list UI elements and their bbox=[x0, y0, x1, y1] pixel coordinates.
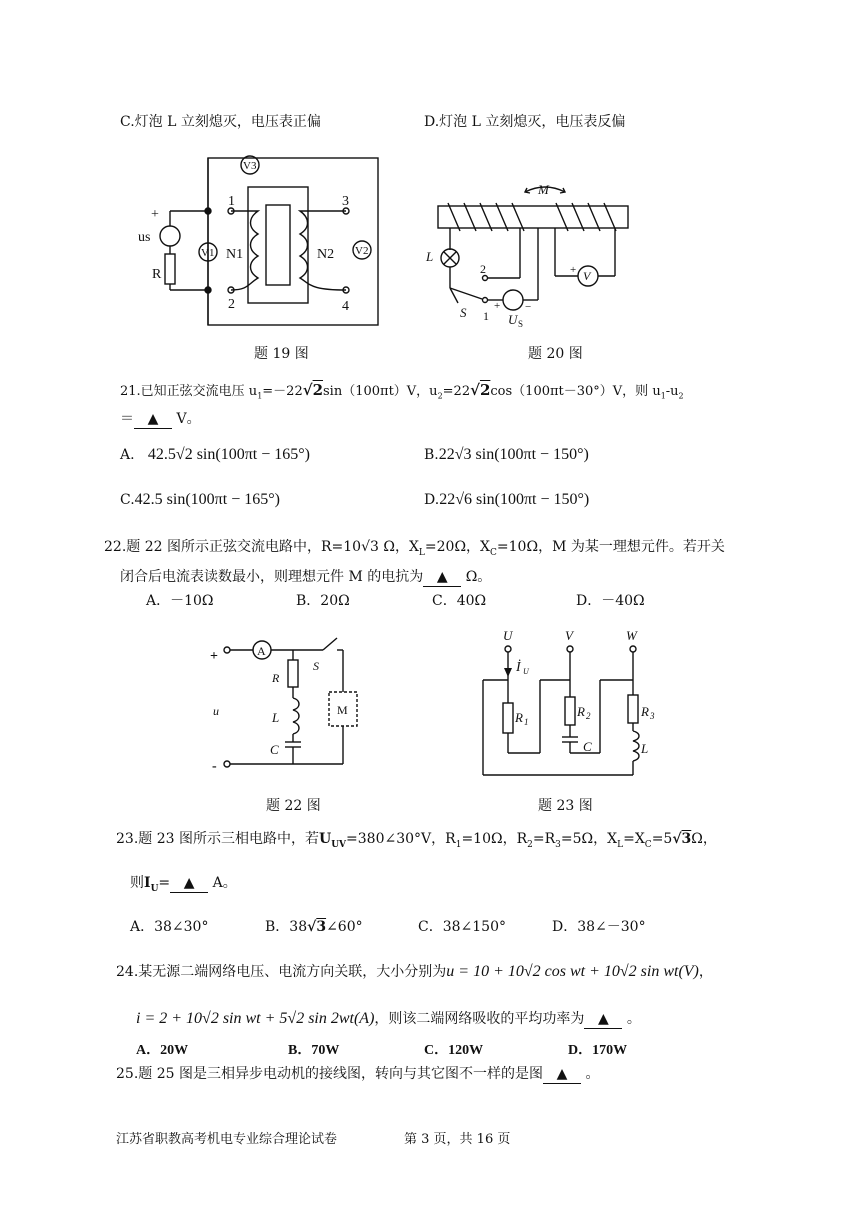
fig23-r2-sub: 2 bbox=[586, 711, 591, 721]
fig19-r-label: R bbox=[152, 267, 162, 282]
q25-stem: 25.题 25 图是三相异步电动机的接线图，转向与其它图不一样的是图 ▲ 。 bbox=[116, 1066, 600, 1082]
q24-stem-line1: 24.某无源二端网络电压、电流方向关联，大小分别为u = 10 + 10√2 cos wt + 10√2 sin wt(V)， bbox=[116, 963, 713, 980]
fig23-r1-sub: 1 bbox=[524, 717, 529, 727]
q23-stem-line1: 23.题 23 图所示三相电路中，若$U_{UV}=380\angle 30^\circ V$，$R_1=10\Omega$，$R_2=R_3=5\Omega$，$X_L=X_C=5√3\Omega$， bbox=[116, 831, 717, 850]
fig20-l-label: L bbox=[426, 249, 434, 264]
fig23-r3-label: R bbox=[641, 704, 649, 719]
q22-option-a: A．－10Ω bbox=[146, 593, 214, 609]
q24-option-a: A．20W bbox=[136, 1043, 189, 1058]
fig20-terminal-2: 2 bbox=[480, 262, 486, 276]
fig20-v-plus: + bbox=[570, 264, 577, 276]
footer-page-number: 第 3 页，共 16 页 bbox=[404, 1132, 511, 1147]
q24-stem-line2: i = 2 + 10√2 sin wt + 5√2 sin 2wt(A)，则该二端网络吸收的平均功率为 ▲ 。 bbox=[136, 1010, 641, 1027]
q24-option-c: C．120W bbox=[424, 1043, 484, 1058]
figure-23-circuit bbox=[478, 625, 658, 785]
q23-answer-blank: ▲ bbox=[170, 874, 208, 893]
fig22-ammeter-label: A bbox=[257, 644, 266, 658]
q24-option-d: D．170W bbox=[568, 1043, 628, 1058]
fig19-v1-label: V1 bbox=[201, 247, 215, 259]
q24-answer-blank: ▲ bbox=[584, 1010, 622, 1029]
fig22-s-label: S bbox=[313, 659, 319, 673]
q22-answer-blank: ▲ bbox=[423, 568, 461, 587]
fig23-iu-sub: U bbox=[523, 667, 529, 676]
q24-u-expression: u = 10 + 10√2 cos wt + 10√2 sin wt(V) bbox=[446, 963, 699, 980]
fig19-us-label: us bbox=[138, 230, 151, 245]
figure-20-caption: 题 20 图 bbox=[528, 346, 583, 362]
fig22-plus: + bbox=[210, 649, 218, 664]
q22-stem-line2: 闭合后电流表读数最小，则理想元件 M 的电抗为 ▲ Ω。 bbox=[120, 569, 492, 585]
q21-option-b: B.22√3 sin(100πt − 150°) bbox=[424, 446, 589, 463]
q22-option-d: D．－40Ω bbox=[576, 593, 645, 609]
footer-exam-title: 江苏省职教高考机电专业综合理论试卷 bbox=[116, 1132, 338, 1147]
q23-option-b: B．38√3∠60° bbox=[265, 919, 363, 935]
fig23-l-label: L bbox=[641, 741, 649, 756]
q21-option-a: A. 42.5√2 sin(100πt − 165°) bbox=[120, 446, 310, 463]
q25-answer-blank: ▲ bbox=[543, 1065, 581, 1084]
fig20-s-label: S bbox=[460, 305, 467, 320]
figure-22-caption: 题 22 图 bbox=[266, 798, 321, 814]
fig23-r2-label: R bbox=[577, 704, 585, 719]
fig20-us-label: U bbox=[508, 312, 518, 327]
fig23-v-label: V bbox=[565, 628, 573, 643]
fig23-w-label: W bbox=[626, 628, 637, 643]
q23-option-d: D．38∠－30° bbox=[552, 919, 646, 935]
fig22-u-label: u bbox=[213, 704, 219, 718]
q22-option-c: C．40Ω bbox=[432, 593, 487, 609]
fig20-m-label: M bbox=[538, 182, 549, 197]
q23-option-a: A．38∠30° bbox=[130, 919, 209, 935]
q24-i-expression: i = 2 + 10√2 sin wt + 5√2 sin 2wt(A) bbox=[136, 1010, 375, 1027]
fig23-c-label: C bbox=[583, 739, 592, 754]
q21-stem-line1: 21.已知正弦交流电压 $u_1=-22√2\sin(100\pi t)V$，$u_2=22√2\cos(100\pi t-30^\circ)V$，则 $u_1-u_2$ bbox=[120, 381, 684, 401]
fig20-us-sub: S bbox=[518, 319, 524, 329]
fig22-c-label: C bbox=[270, 742, 279, 757]
figure-20-circuit bbox=[420, 178, 640, 328]
q21-option-c: C.42.5 sin(100πt − 165°) bbox=[120, 491, 280, 508]
q21-answer-blank: ▲ bbox=[134, 410, 172, 429]
fig20-v-label: V bbox=[583, 269, 591, 283]
fig23-u-label: U bbox=[503, 628, 513, 643]
fig23-r3-sub: 3 bbox=[650, 711, 655, 721]
q24-option-b: B．70W bbox=[288, 1043, 340, 1058]
fig19-terminal-4: 4 bbox=[342, 299, 349, 314]
fig19-terminal-2: 2 bbox=[228, 297, 235, 312]
q20-option-c: C.灯泡 L 立刻熄灭，电压表正偏 bbox=[120, 114, 321, 130]
fig22-r-label: R bbox=[272, 671, 280, 685]
figure-19-circuit bbox=[130, 150, 390, 330]
fig23-iu-label: İ bbox=[516, 660, 521, 675]
fig22-l-label: L bbox=[272, 710, 280, 725]
fig19-terminal-3: 3 bbox=[342, 194, 349, 209]
fig19-terminal-1: 1 bbox=[228, 194, 235, 209]
fig19-v2-label: V2 bbox=[355, 245, 369, 257]
fig23-r1-label: R bbox=[515, 710, 523, 725]
fig20-us-minus: − bbox=[525, 301, 532, 313]
q21-option-d: D.22√6 sin(100πt − 150°) bbox=[424, 491, 590, 508]
fig19-n2-label: N2 bbox=[317, 247, 335, 262]
q21-stem-line2: ＝ ▲ V。 bbox=[120, 411, 201, 427]
fig19-n1-label: N1 bbox=[226, 247, 244, 262]
q22-stem-line1: 22.题 22 图所示正弦交流电路中，R=10√3 Ω，$X_L=20\Omega$，$X_C=10\Omega$，M 为某一理想元件。若开关 bbox=[104, 539, 725, 558]
fig19-v3-label: V3 bbox=[243, 160, 257, 172]
q20-option-d: D.灯泡 L 立刻熄灭，电压表反偏 bbox=[424, 114, 626, 130]
figure-23-caption: 题 23 图 bbox=[538, 798, 593, 814]
fig19-plus: + bbox=[151, 207, 159, 222]
fig22-m-label: M bbox=[337, 703, 348, 717]
fig22-minus: - bbox=[212, 759, 217, 774]
q22-option-b: B．20Ω bbox=[296, 593, 350, 609]
figure-22-circuit bbox=[205, 630, 385, 780]
q23-stem-line2: 则$I_U=$ ▲ A。 bbox=[130, 875, 237, 894]
q23-option-c: C．38∠150° bbox=[418, 919, 506, 935]
fig20-terminal-1: 1 bbox=[483, 309, 489, 323]
figure-19-caption: 题 19 图 bbox=[254, 346, 309, 362]
fig20-us-plus: + bbox=[494, 300, 501, 312]
